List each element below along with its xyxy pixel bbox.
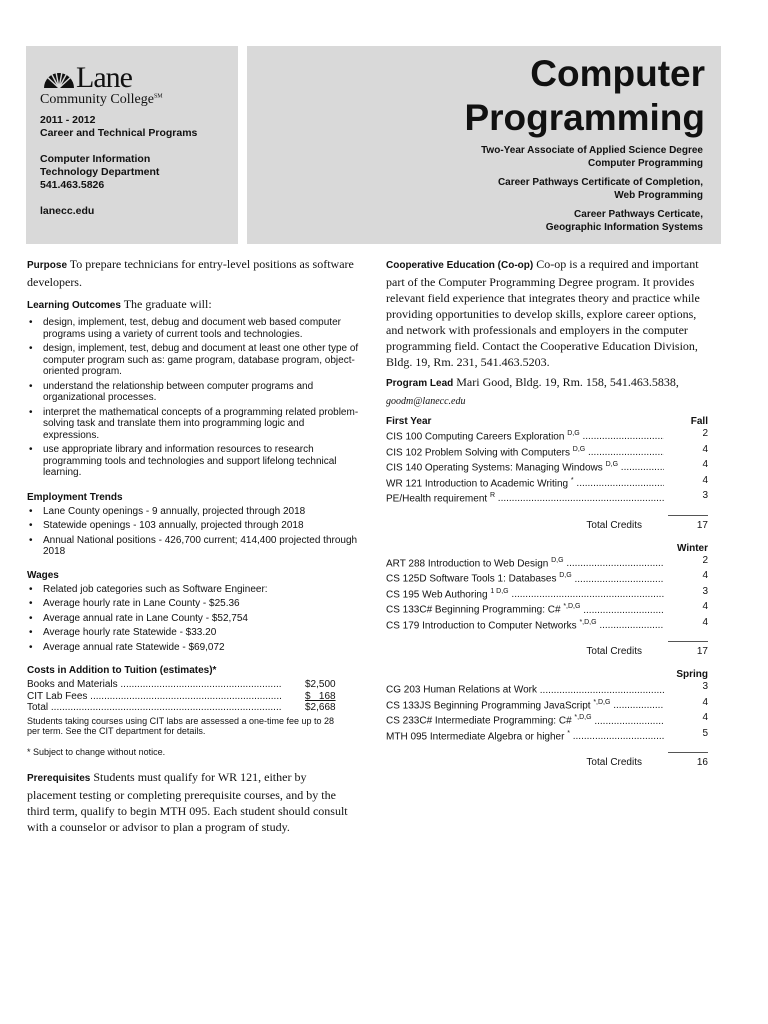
list-item: • Related job categories such as Software Engineer:: [27, 584, 362, 596]
table-row: CS 133C# Beginning Programming: C# $^{*,D,G}$ ..... 4: [386, 601, 708, 617]
table-row: Books and Materials ..... $2,500: [27, 679, 339, 691]
table-row: CS 233C# Intermediate Programming: C# $^{*,D,G}$ ..... 4: [386, 712, 708, 728]
department-name: Computer Information Technology Department: [40, 153, 160, 178]
purpose-section: Purpose To prepare technicians for entry-level positions as software developers.: [27, 257, 354, 289]
term-heading-fall: First Year Fall: [386, 416, 708, 427]
outcomes-heading: Learning Outcomes The graduate will:: [27, 297, 212, 311]
list-item: • Average annual rate Statewide - $69,072: [27, 642, 362, 654]
list-item: • interpret the mathematical concepts of a programming related problem-solving task and translate them into programming logic and expressions.: [27, 407, 362, 442]
table-row: CG 203 Human Relations at Work ..... 3: [386, 681, 708, 697]
table-row: PE/Health requirement $^R$ ..... 3: [386, 490, 708, 506]
list-item: • understand the relationship between computer programs and organizational processes.: [27, 381, 362, 404]
catalog-year: 2011 - 2012: [40, 114, 96, 126]
program-type: Career and Technical Programs: [40, 127, 198, 139]
table-row: CS 179 Introduction to Computer Networks $^{*,D,G}$ ..... 4: [386, 617, 708, 633]
table-row: Total ..... $2,668: [27, 702, 339, 714]
table-row: WR 121 Introduction to Academic Writing * ..... 4: [386, 475, 708, 491]
table-row: CIS 140 Operating Systems: Managing Windows $^{D,G}$ ..... 4: [386, 459, 708, 475]
header-right-panel: [247, 46, 721, 244]
sunrise-logo-icon: [42, 66, 76, 90]
lead-email: goodm@lanecc.edu: [386, 396, 466, 407]
left-column: [27, 256, 362, 835]
list-item: • design, implement, test, debug and document web based computer programs using a variety of current tools and technologies.: [27, 317, 362, 340]
employment-list: [27, 506, 362, 558]
table-row: CS 125D Software Tools 1: Databases $^{D,G}$ ..... 4: [386, 570, 708, 586]
service-mark: SM: [153, 93, 163, 100]
term-heading-spring: Spring: [676, 669, 708, 681]
total-credits-winter: Total Credits 17: [386, 646, 708, 657]
total-credits-spring: Total Credits 16: [386, 757, 708, 768]
costs-table: [27, 679, 339, 714]
table-row: MTH 095 Intermediate Algebra or higher * ..... 5: [386, 728, 708, 744]
list-item: • Statewide openings - 103 annually, projected through 2018: [27, 520, 362, 532]
table-row: CIS 100 Computing Careers Exploration $^{D,G}$ ..... 2: [386, 428, 708, 444]
prerequisites-section: Prerequisites Students must qualify for WR 121, either by placement testing or completing prerequisite courses, and by the third term, qualify to begin MTH 095. Each student should consult with a counselor or advisor to plan a program of study.: [27, 770, 348, 834]
program-title: Computer Programming: [464, 53, 705, 138]
certificate-gis: Career Pathways Certicate, Geographic Information Systems: [545, 209, 703, 233]
total-credits-fall: Total Credits 17: [386, 520, 708, 531]
change-note: * Subject to change without notice.: [27, 746, 166, 757]
table-row: CIT Lab Fees ..... $ 168: [27, 691, 339, 703]
wages-list: [27, 584, 362, 654]
list-item: • use appropriate library and information resources to research programming tools and technologies and support lifelong technical learning.: [27, 444, 362, 479]
logo-subtitle: Community College℠: [40, 92, 163, 107]
list-item: • design, implement, test, debug and document at least one other type of computer program such as: game program, database program, object-oriented program.: [27, 343, 362, 378]
degree-aas: Two-Year Associate of Applied Science Degree Computer Programming: [481, 145, 703, 169]
program-lead: Program Lead Mari Good, Bldg. 19, Rm. 158, 541.463.5838, goodm@lanecc.edu: [386, 375, 679, 407]
costs-heading: Costs in Addition to Tuition (estimates)*: [27, 665, 217, 676]
table-row: CIS 102 Problem Solving with Computers $^{D,G}$ ..... 4: [386, 444, 708, 460]
course-schedule: [386, 416, 708, 768]
term-heading-winter: Winter: [676, 542, 708, 554]
college-website: lanecc.edu: [40, 205, 95, 217]
list-item: • Average annual rate in Lane County - $52,754: [27, 613, 362, 625]
costs-note: Students taking courses using CIT labs are assessed a one-time fee up to 28 per term. See the CIT department for details.: [27, 715, 335, 736]
certificate-web-programming: Career Pathways Certificate of Completion, Web Programming: [497, 177, 703, 201]
outcomes-list: [27, 317, 362, 479]
right-column: [386, 256, 708, 768]
lane-logo: [40, 60, 220, 110]
list-item: • Average hourly rate in Lane County - $25.36: [27, 598, 362, 610]
list-item: • Annual National positions - 426,700 current; 414,400 projected through 2018: [27, 535, 362, 558]
list-item: • Average hourly rate Statewide - $33.20: [27, 627, 362, 639]
wages-heading: Wages: [27, 569, 59, 581]
employment-heading: Employment Trends: [27, 491, 123, 503]
table-row: CS 195 Web Authoring $^{1 D,G}$ ..... 3: [386, 586, 708, 602]
list-item: • Lane County openings - 9 annually, projected through 2018: [27, 506, 362, 518]
department-phone: 541.463.5826: [40, 179, 105, 191]
table-row: ART 288 Introduction to Web Design $^{D,G}$ ..... 2: [386, 555, 708, 571]
coop-section: Cooperative Education (Co-op) Co-op is a required and important part of the Computer Programming Degree program. It provides relevant field experience that integrates theory and practice while providing opportunities to develop skills, explore career options, and network with professionals and employers in the computer programming field. Contact the Cooperative Education Division, Bldg. 19, Rm. 231, 541.463.5203.: [386, 257, 700, 369]
table-row: CS 133JS Beginning Programming JavaScript $^{*,D,G}$ ..... 4: [386, 697, 708, 713]
logo-name: Lane: [76, 61, 132, 94]
header-left-panel: [26, 46, 238, 244]
